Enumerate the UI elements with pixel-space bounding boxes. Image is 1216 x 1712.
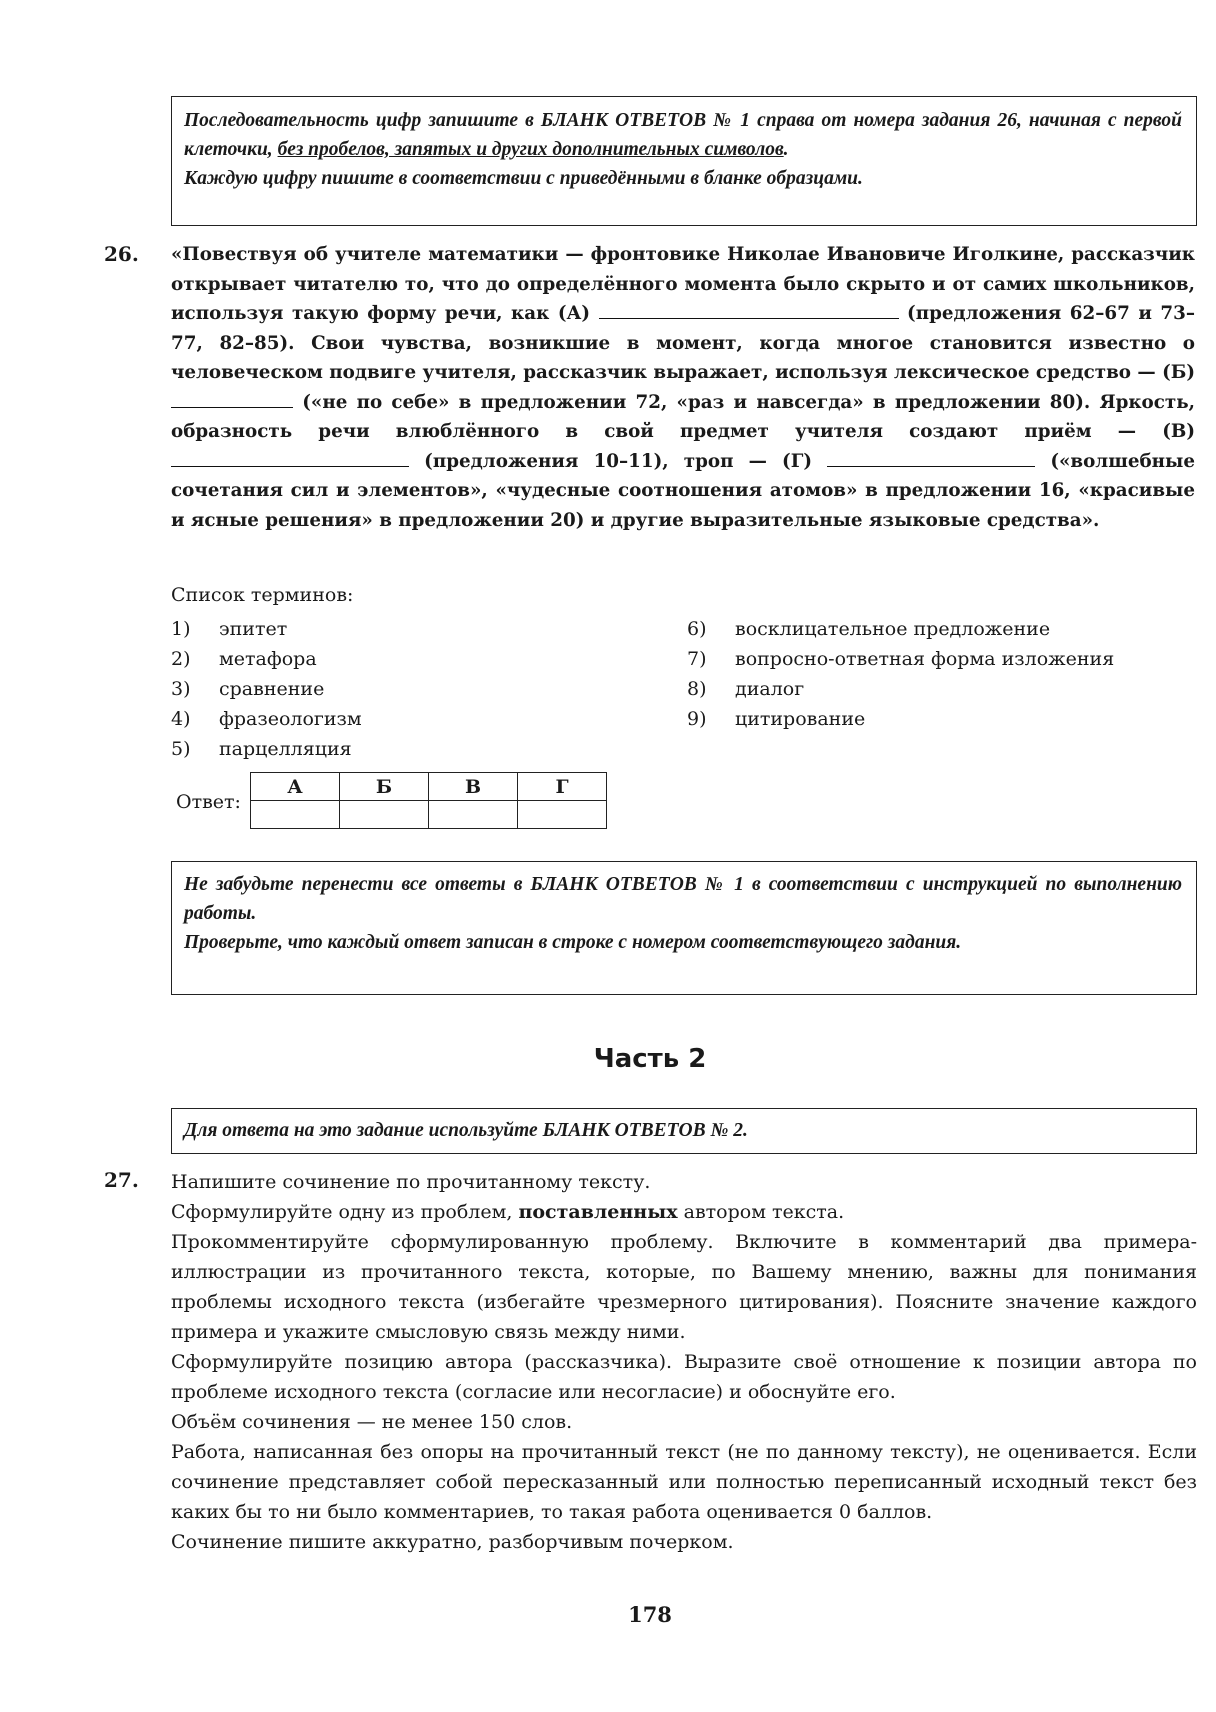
term-item: 4) фразеологизм	[171, 708, 362, 730]
answer-cell-b[interactable]	[340, 801, 429, 829]
answer-header: А	[251, 773, 340, 801]
term-item: 8) диалог	[687, 678, 805, 700]
term-item: 1) эпитет	[171, 618, 288, 640]
term-item: 9) цитирование	[687, 708, 866, 730]
instruction-line-1: Не забудьте перенести все ответы в БЛАНК ОТВЕТОВ № 1 в соответствии с инструкцией по выполнению работы.	[184, 874, 1182, 924]
task-27-paragraph: Напишите сочинение по прочитанному тексту.	[171, 1171, 651, 1193]
instruction-box-1	[171, 96, 1197, 226]
underlined-instruction: без пробелов, запятых и других дополнительных символов	[277, 139, 784, 160]
answer-table	[250, 772, 607, 829]
answer-header: Г	[518, 773, 607, 801]
term-item: 7) вопросно-ответная форма изложения	[687, 648, 1115, 670]
terms-list-left	[171, 614, 362, 764]
task-27-paragraph: Сформулируйте одну из проблем, поставленных автором текста.	[171, 1201, 845, 1223]
answer-header: Б	[340, 773, 429, 801]
task-26-text: «Повествуя об учителе математики — фронтовике Николае Ивановиче Иголкине, рассказчик открывает читателю то, что до определённого момента было скрыто и от самих школьников, используя такую форму речи, как (А) (предложения 62–67 и 73–77, 82–85). Свои чувства, возникшие в момент, когда многое становится известно о человеческом подвиге учителя, рассказчик выражает, используя лексическое средство — (Б) («не по себе» в предложении 72, «раз и навсегда» в предложении 80). Яркость, образность речи влюблённого в свой предмет учителя создают приём — (В) (предложения 10–11), троп — (Г) («волшебные сочетания сил и элементов», «чудесные соотношения атомов» в предложении 16, «красивые и ясные решения» в предложении 20) и другие выразительные языковые средства».	[171, 244, 1195, 531]
terms-title: Список терминов:	[171, 584, 354, 606]
task-27-paragraph: Сформулируйте позицию автора (рассказчика). Выразите своё отношение к позиции автора по проблеме исходного текста (согласие или несогласие) и обоснуйте его.	[171, 1351, 1197, 1403]
term-item: 3) сравнение	[171, 678, 325, 700]
task-26-number: 26.	[104, 242, 139, 266]
answer-cell-v[interactable]	[429, 801, 518, 829]
answer-cell-g[interactable]	[518, 801, 607, 829]
task-27-paragraph: Объём сочинения — не менее 150 слов.	[171, 1411, 573, 1433]
instruction-box-2	[171, 861, 1197, 995]
blank-a[interactable]	[599, 300, 899, 319]
answer-label: Ответ:	[176, 791, 241, 813]
instruction-box-3	[171, 1108, 1197, 1154]
blank-b[interactable]	[171, 389, 293, 408]
instruction-line-2: Каждую цифру пишите в соответствии с приведёнными в бланке образцами.	[184, 168, 863, 189]
answer-cell-a[interactable]	[251, 801, 340, 829]
task-27-number: 27.	[104, 1168, 139, 1192]
blank-v[interactable]	[171, 448, 409, 467]
instruction-line: Для ответа на это задание используйте БЛАНК ОТВЕТОВ № 2.	[184, 1120, 748, 1141]
term-item: 5) парцелляция	[171, 738, 352, 760]
term-item: 6) восклицательное предложение	[687, 618, 1051, 640]
instruction-line-2: Проверьте, что каждый ответ записан в строке с номером соответствующего задания.	[184, 932, 962, 953]
task-27-paragraph: Сочинение пишите аккуратно, разборчивым почерком.	[171, 1531, 734, 1553]
answer-header: В	[429, 773, 518, 801]
task-27-paragraph: Прокомментируйте сформулированную проблему. Включите в комментарий два примера-иллюстрации из прочитанного текста, которые, по Вашему мнению, важны для понимания проблемы исходного текста (избегайте чрезмерного цитирования). Поясните значение каждого примера и укажите смысловую связь между ними.	[171, 1231, 1197, 1343]
term-item: 2) метафора	[171, 648, 317, 670]
page-number: 178	[628, 1602, 672, 1627]
part-title: Часть 2	[593, 1044, 707, 1074]
blank-g[interactable]	[827, 448, 1035, 467]
instruction-line-1: Последовательность цифр запишите в БЛАНК ОТВЕТОВ № 1 справа от номера задания 26, начиная с первой клеточки, без пробелов, запятых и других дополнительных символов.	[184, 110, 1182, 160]
task-27-text	[171, 1167, 1197, 1557]
task-27-paragraph: Работа, написанная без опоры на прочитанный текст (не по данному тексту), не оценивается. Если сочинение представляет собой пересказанный или полностью переписанный исходный текст без каких бы то ни было комментариев, то такая работа оценивается 0 баллов.	[171, 1441, 1197, 1523]
terms-list-right	[687, 614, 1114, 734]
